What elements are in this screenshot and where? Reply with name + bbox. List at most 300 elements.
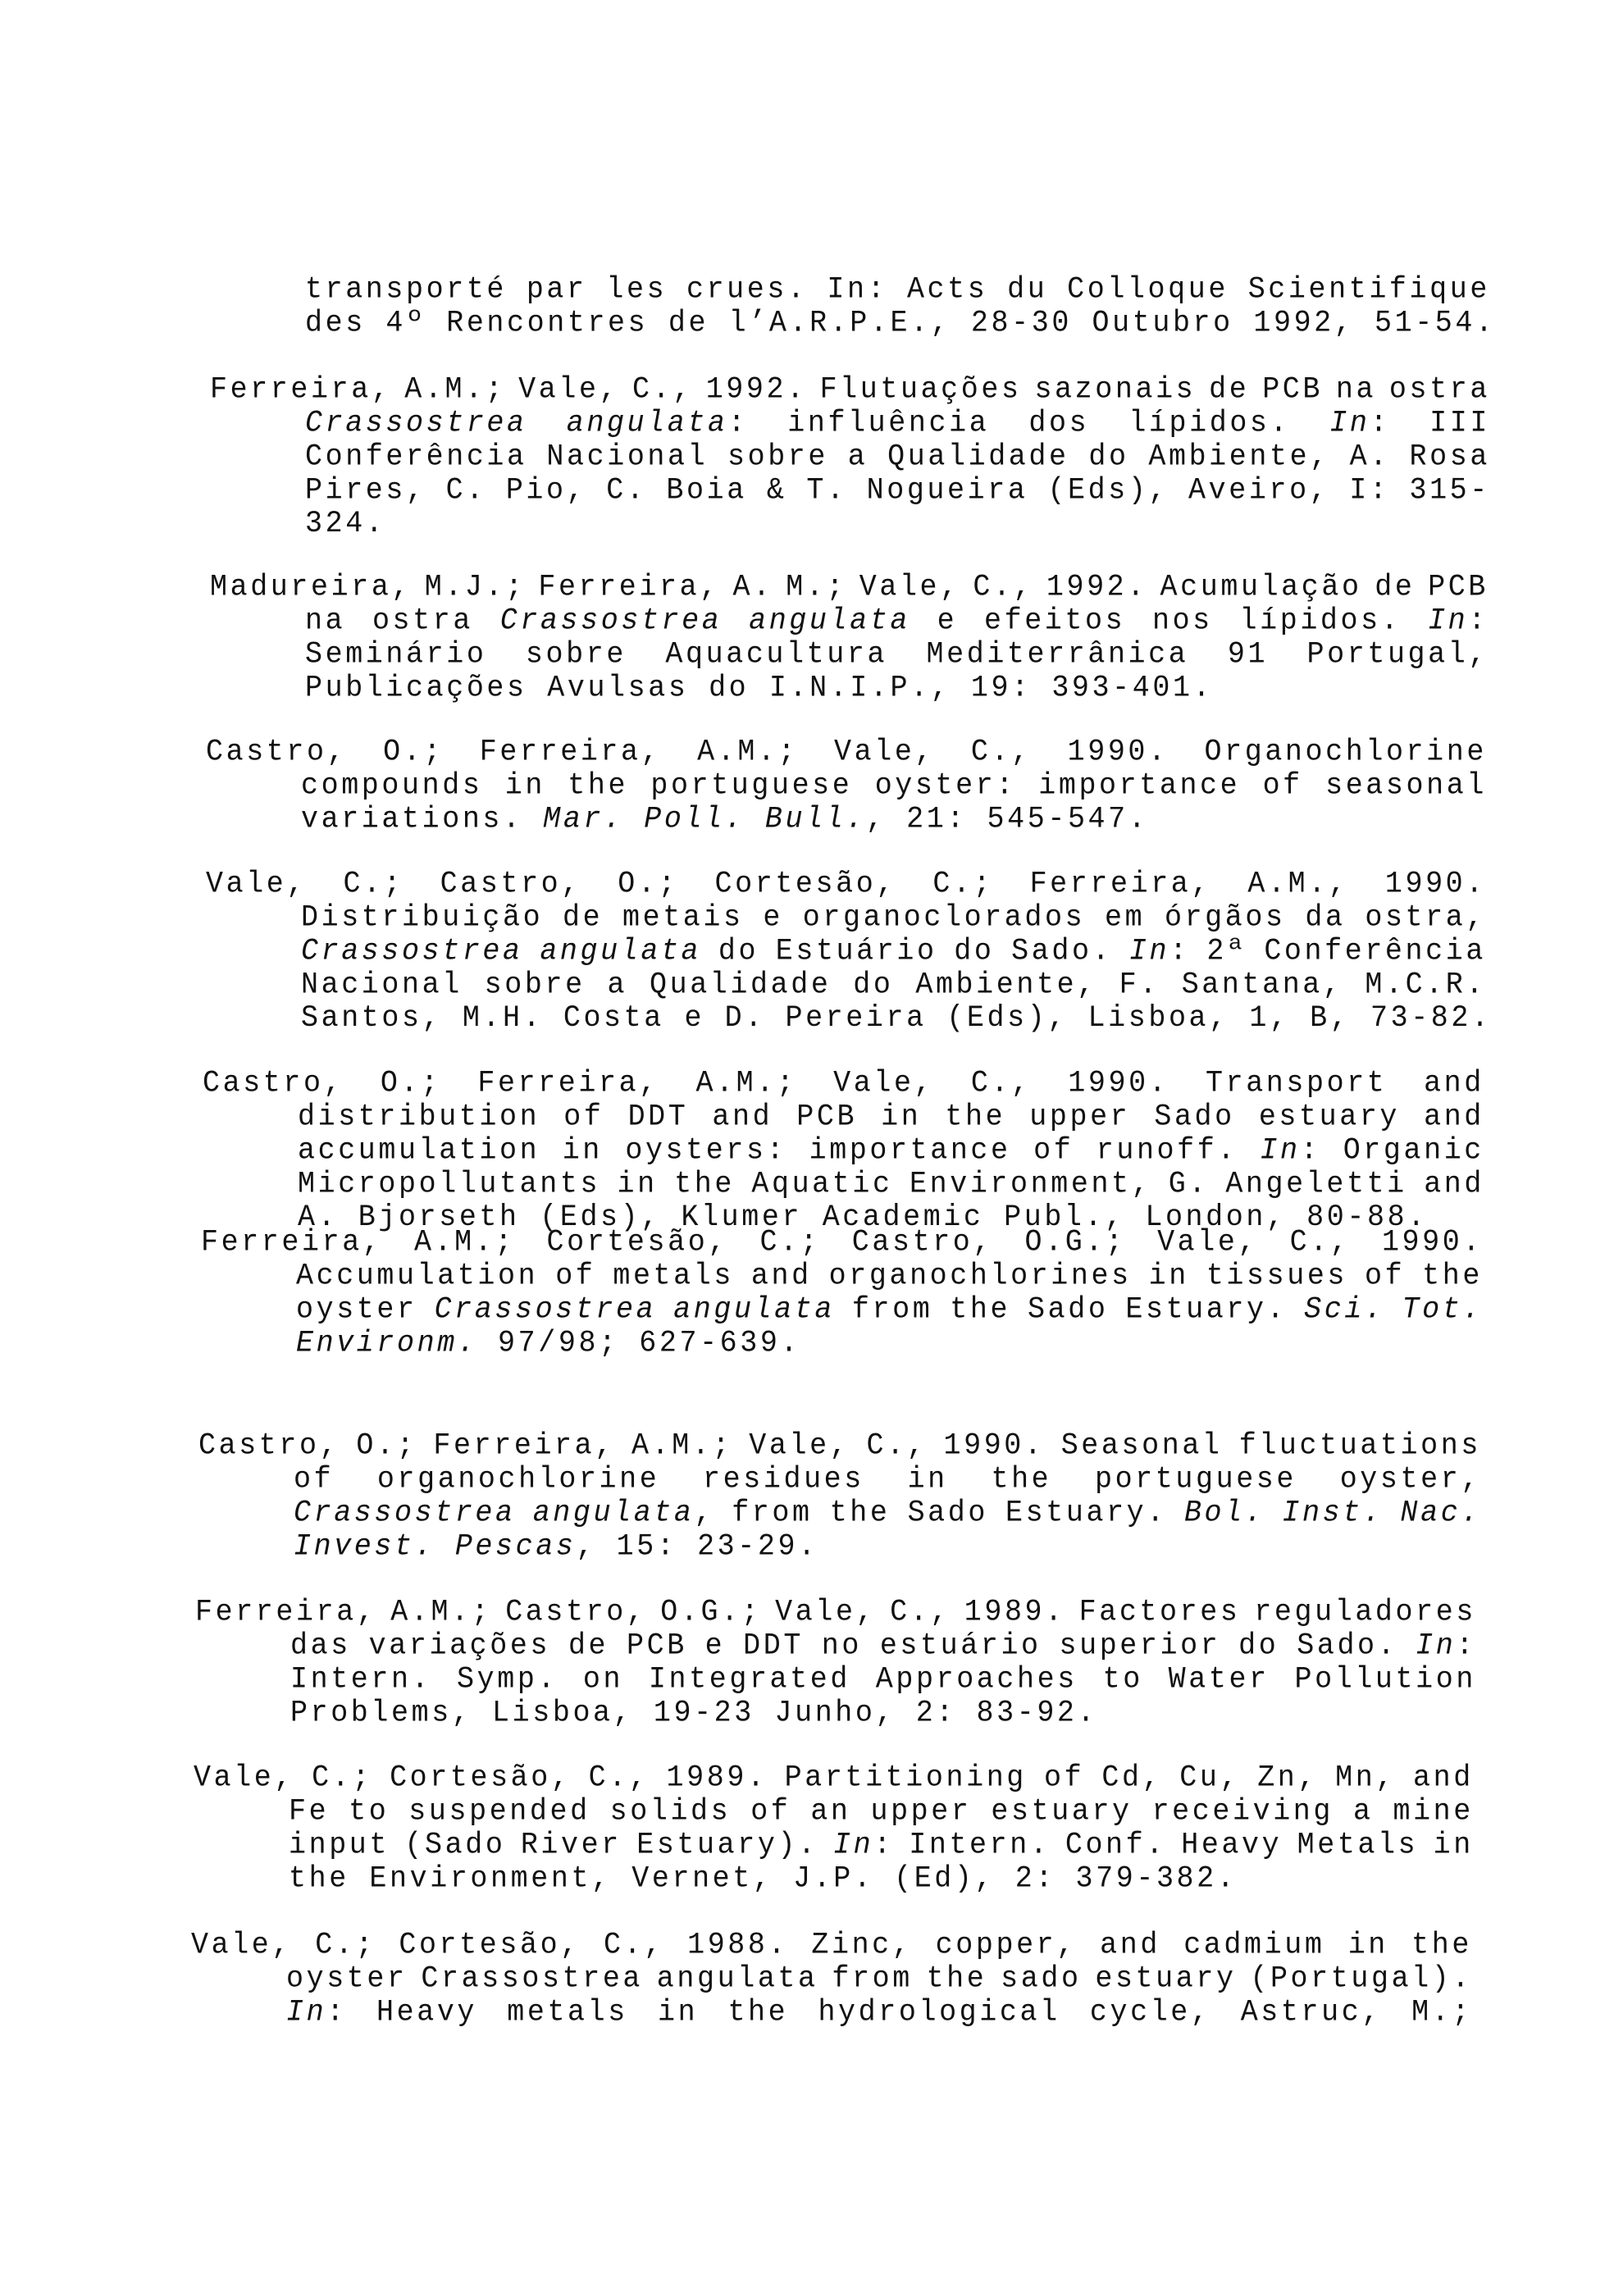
text: Qualidade (650, 967, 832, 1002)
word (305, 638, 486, 672)
text: in (907, 1461, 948, 1496)
reference-line (210, 638, 1489, 672)
text: cadmium (1183, 1927, 1325, 1962)
text: Santana, (1181, 967, 1343, 1002)
reference-entry (210, 571, 1489, 705)
italic-text: In (833, 1827, 874, 1862)
word (414, 1226, 515, 1260)
reference-line (201, 1226, 1483, 1260)
text: a (847, 439, 869, 474)
word (751, 1168, 892, 1201)
word (1033, 1134, 1074, 1168)
word (1416, 1629, 1476, 1663)
text: no (821, 1628, 862, 1663)
word (1424, 1100, 1484, 1134)
word (521, 1829, 622, 1862)
word (1422, 1260, 1483, 1293)
word (1100, 1929, 1160, 1962)
text: C.; (343, 866, 404, 901)
text: Zinc, (811, 1927, 913, 1962)
text: 1992. (1046, 569, 1147, 604)
word (1290, 1226, 1351, 1260)
text: lípidos. (1128, 405, 1291, 440)
word (796, 1100, 857, 1134)
text: Ferreira, (195, 1594, 377, 1629)
text: mine (1393, 1793, 1474, 1829)
text: Cu, (1179, 1760, 1241, 1795)
word (973, 571, 1033, 604)
text: Scientifique (1247, 271, 1490, 307)
word (1152, 1795, 1334, 1829)
text: River (520, 1827, 622, 1862)
text: and (1100, 1927, 1160, 1962)
italic-text: angulata (532, 1495, 695, 1530)
text: O.; (380, 1065, 441, 1100)
word (1382, 1226, 1483, 1260)
text: , (694, 1495, 715, 1530)
text: accumulation (298, 1132, 540, 1168)
text: Vale, (1157, 1224, 1259, 1260)
reference-line (206, 935, 1486, 968)
text: Madureira, (210, 569, 413, 604)
reference-line (194, 1829, 1474, 1862)
text: Cortesão, (390, 1760, 572, 1795)
word (650, 769, 852, 803)
text: suspended (408, 1793, 590, 1829)
text: 1990. (1067, 734, 1169, 769)
word (568, 769, 628, 803)
word (296, 1260, 538, 1293)
text: Problems, Lisboa, 19-23 Junho, 2: 83-92. (290, 1695, 1098, 1730)
text: Vale, (749, 1428, 850, 1463)
word (408, 1795, 590, 1829)
text: na (1335, 371, 1377, 407)
reference-entry (191, 1929, 1472, 2029)
word (852, 1226, 993, 1260)
word (1011, 935, 1112, 968)
text: sado (1001, 1961, 1082, 1996)
text: 1990. (1384, 866, 1486, 901)
text: A. (732, 569, 773, 604)
reference-line (210, 474, 1490, 508)
word (665, 638, 887, 672)
word (1262, 373, 1323, 407)
text: compounds (301, 768, 483, 803)
text: Castro, (851, 1224, 994, 1260)
text: In: (827, 271, 888, 307)
word (1169, 1168, 1209, 1201)
word (1148, 440, 1329, 474)
text: solids (609, 1793, 732, 1829)
text: organochlorines (828, 1258, 1132, 1293)
text: Sado (1028, 1292, 1109, 1327)
word (674, 1168, 735, 1201)
text: Sado. (1011, 933, 1113, 968)
word (666, 474, 746, 508)
word (381, 1067, 441, 1100)
reference-entry (203, 1067, 1484, 1235)
text: : (1468, 603, 1489, 638)
text: a (1352, 1793, 1374, 1829)
word (305, 604, 345, 638)
text: Publicações Avulsas do I.N.I.P., 19: 393-401. (305, 670, 1214, 705)
reference-line (210, 407, 1490, 440)
reference-line (195, 1697, 1476, 1730)
word (775, 1596, 876, 1629)
word (632, 373, 693, 407)
word (1225, 1168, 1407, 1201)
text: Sado (1154, 1099, 1235, 1134)
word (1410, 440, 1490, 474)
text: A.M., (1247, 866, 1349, 901)
text: metals (507, 1994, 628, 2029)
word (811, 1929, 912, 1962)
text: the (727, 1994, 789, 2029)
text: Portugal, (1306, 636, 1489, 672)
word (191, 1929, 292, 1962)
word (604, 1929, 664, 1962)
text: 91 (1227, 636, 1269, 672)
reference-line (210, 305, 1496, 340)
italic-text: In (286, 1994, 327, 2029)
word (852, 1293, 932, 1327)
word (954, 935, 994, 968)
word (971, 736, 1032, 769)
text: Angeletti (1225, 1166, 1407, 1201)
text: 1989. (666, 1760, 768, 1795)
text: portuguese (1094, 1461, 1297, 1496)
text: tissues (1206, 1258, 1348, 1293)
word (1248, 273, 1490, 307)
text: upper (1029, 1099, 1131, 1134)
word (1169, 1663, 1270, 1697)
word (1389, 373, 1490, 407)
reference-line (194, 1862, 1474, 1896)
text: Vale, (206, 866, 308, 901)
text: variações (368, 1628, 551, 1663)
text: Ferreira, (538, 569, 720, 604)
word (810, 1795, 850, 1829)
text: 1988. (687, 1927, 789, 1962)
word (1060, 1629, 1221, 1663)
text: metais (622, 900, 744, 935)
word (1028, 1293, 1108, 1327)
word (1295, 1663, 1476, 1697)
word (1149, 1260, 1189, 1293)
word (195, 1596, 376, 1629)
word (201, 1226, 382, 1260)
word (568, 1629, 609, 1663)
word (1154, 1100, 1234, 1134)
text: Castro, (203, 1065, 344, 1100)
word (613, 1260, 734, 1293)
word (538, 571, 719, 604)
word (294, 1496, 516, 1530)
word (1088, 440, 1128, 474)
reference-line (194, 1761, 1474, 1795)
text: angulata (656, 1961, 818, 1996)
reference-line (210, 273, 1490, 307)
word (1239, 1429, 1481, 1463)
word (1097, 1134, 1238, 1168)
text: influência (787, 405, 990, 440)
word (910, 1168, 1151, 1201)
word (1304, 1293, 1384, 1327)
text: C., (866, 1428, 928, 1463)
word (1257, 1761, 1318, 1795)
text: C., (604, 1927, 664, 1962)
text: Nogueira (866, 472, 1028, 508)
text: Mn, (1335, 1760, 1396, 1795)
word (649, 1663, 850, 1697)
word (1160, 571, 1362, 604)
text: the (1411, 1927, 1472, 1962)
reference-line (203, 1168, 1484, 1201)
reference-line (210, 604, 1489, 638)
text: Vale, (191, 1927, 293, 1962)
word (507, 1996, 628, 2029)
word (1125, 1293, 1287, 1327)
text: Cortesão, (399, 1927, 581, 1962)
text: A.M.; (631, 1428, 733, 1463)
word (610, 1795, 732, 1829)
reference-line (203, 1100, 1484, 1134)
italic-text: Sci. (1304, 1292, 1385, 1327)
text: Castro, (505, 1594, 647, 1629)
text: 324. (305, 506, 386, 541)
text: Cortesão, (546, 1224, 728, 1260)
text: of (1364, 1258, 1406, 1293)
word (1336, 373, 1376, 407)
word (440, 868, 581, 901)
word (546, 440, 708, 474)
text: C., (1289, 1224, 1351, 1260)
text: Sado (907, 1495, 988, 1530)
word (1428, 571, 1489, 604)
text: C.; (932, 866, 994, 901)
word (376, 1996, 477, 2029)
word (820, 373, 1022, 407)
word (1297, 1629, 1397, 1663)
text: copper, (935, 1927, 1077, 1962)
text: : (1300, 1132, 1321, 1168)
text: in (562, 1132, 603, 1168)
text: seasonal (1325, 768, 1487, 803)
word (763, 901, 783, 935)
word (971, 1067, 1032, 1100)
text: efeitos (984, 603, 1126, 638)
word (1260, 1134, 1320, 1168)
word (198, 1429, 340, 1463)
word (1105, 901, 1145, 935)
italic-text: In (1428, 603, 1469, 638)
word (421, 1962, 643, 1996)
word (822, 1629, 862, 1663)
text: Aquacultura (665, 636, 888, 672)
text: A.M.; (390, 1594, 492, 1629)
word (1411, 1996, 1472, 2029)
word (803, 901, 1085, 935)
word (289, 1829, 390, 1862)
word (715, 868, 896, 901)
word (833, 1067, 934, 1100)
text: and (1413, 1760, 1474, 1795)
text: portuguese (650, 768, 853, 803)
text: to (349, 1793, 390, 1829)
italic-text: Crassostrea (434, 1292, 657, 1327)
word (1005, 1496, 1167, 1530)
word (301, 769, 482, 803)
text: dos (1028, 405, 1090, 440)
word (203, 1067, 344, 1100)
reference-line (198, 1496, 1481, 1530)
text: Environment, (910, 1166, 1152, 1201)
word (1259, 1100, 1400, 1134)
text: Castro, (206, 734, 348, 769)
text: Vale, (833, 1065, 935, 1100)
text: oyster: (874, 768, 1016, 803)
text: Castro, (440, 866, 581, 901)
word (1228, 638, 1268, 672)
text: Factores (1078, 1594, 1241, 1629)
word (827, 273, 887, 307)
word (1095, 1463, 1297, 1496)
text: the (1422, 1258, 1483, 1293)
word (732, 1496, 812, 1530)
word (1305, 901, 1345, 935)
text: Rosa (1409, 439, 1490, 474)
word (853, 968, 893, 1002)
text: Organic (1343, 1132, 1484, 1168)
word (867, 474, 1028, 508)
word (767, 474, 787, 508)
text: de (568, 1628, 609, 1663)
text: oyster (286, 1961, 408, 1996)
text: 1990. (943, 1428, 1045, 1463)
text: O.G.; (1024, 1224, 1126, 1260)
text: hydrological (818, 1994, 1060, 2029)
word (356, 1429, 417, 1463)
text: M.; (1411, 1994, 1472, 2029)
word (343, 868, 404, 901)
text: Ferreira, (479, 734, 662, 769)
word (751, 1260, 812, 1293)
word (305, 273, 507, 307)
reference-line (210, 672, 1489, 705)
reference-entry (194, 1761, 1474, 1896)
word (547, 1226, 728, 1260)
text: Santos, M.H. Costa e D. Pereira (Eds), Lisboa, 1, B, 73-82. (301, 1000, 1492, 1036)
reference-line (206, 1000, 1492, 1036)
word (1034, 373, 1196, 407)
reference-line (191, 1962, 1472, 1996)
text: in (1433, 1827, 1474, 1862)
word (834, 736, 935, 769)
word (298, 1134, 540, 1168)
word (1067, 273, 1229, 307)
word (298, 1168, 600, 1201)
word (1095, 1962, 1236, 1996)
text: les (606, 271, 668, 307)
italic-text: Bol. (1183, 1495, 1265, 1530)
text: C., (970, 734, 1032, 769)
italic-text: angulata (749, 603, 910, 638)
text: C.; (312, 1760, 372, 1795)
word (290, 1663, 431, 1697)
text: O.; (618, 866, 679, 901)
italic-text: Tot. (1402, 1292, 1483, 1327)
word (210, 571, 412, 604)
text: sazonais (1034, 371, 1197, 407)
word (1307, 638, 1489, 672)
word (446, 474, 486, 508)
text: Intern. (290, 1661, 432, 1697)
text: de (563, 900, 604, 935)
text: ostra (372, 603, 473, 638)
italic-text: Invest. Pescas (294, 1528, 577, 1564)
text: Conferência (305, 439, 527, 474)
word (908, 1496, 988, 1530)
text: M.; (786, 569, 847, 604)
word (1353, 1795, 1374, 1829)
word (296, 1293, 417, 1327)
word (505, 1596, 646, 1629)
word (743, 1629, 804, 1663)
word (1182, 968, 1343, 1002)
italic-text: In (1128, 933, 1170, 968)
word (1152, 604, 1213, 638)
text: organochlorine (376, 1461, 660, 1496)
text: in (1347, 1927, 1388, 1962)
text: do (954, 933, 995, 968)
word (927, 1962, 987, 1996)
word (833, 1829, 894, 1862)
text: C. (606, 472, 647, 508)
word (377, 1463, 659, 1496)
text: I: (1349, 472, 1390, 508)
word (943, 1429, 1044, 1463)
text: from (832, 1961, 913, 1996)
text: 97/98; 627-639. (477, 1325, 801, 1360)
text: PCB (1428, 569, 1489, 604)
word (383, 736, 444, 769)
text: Ambiente, (915, 967, 1097, 1002)
text: : (727, 405, 749, 440)
reference-line (210, 440, 1490, 474)
word (1079, 1596, 1241, 1629)
text: Accumulation (296, 1258, 539, 1293)
text: the Environment, Vernet, J.P. (Ed), 2: 379-382. (289, 1861, 1238, 1896)
word (1029, 1100, 1130, 1134)
text: Seminário (305, 636, 487, 672)
italic-text: angulata (673, 1292, 835, 1327)
text: the (674, 1166, 735, 1201)
text: the (829, 1495, 891, 1530)
word (667, 1761, 768, 1795)
text: runoff. (1096, 1132, 1238, 1168)
word (298, 1100, 540, 1134)
text: and (750, 1258, 812, 1293)
text: fluctuations (1238, 1428, 1481, 1463)
word (480, 736, 661, 769)
italic-text: angulata (566, 405, 728, 440)
word (984, 604, 1125, 638)
text: Acumulação (1160, 569, 1362, 604)
text: in (881, 1099, 922, 1134)
text: the (926, 1961, 987, 1996)
text: oyster (296, 1292, 417, 1327)
text: Heavy (376, 1994, 478, 2029)
